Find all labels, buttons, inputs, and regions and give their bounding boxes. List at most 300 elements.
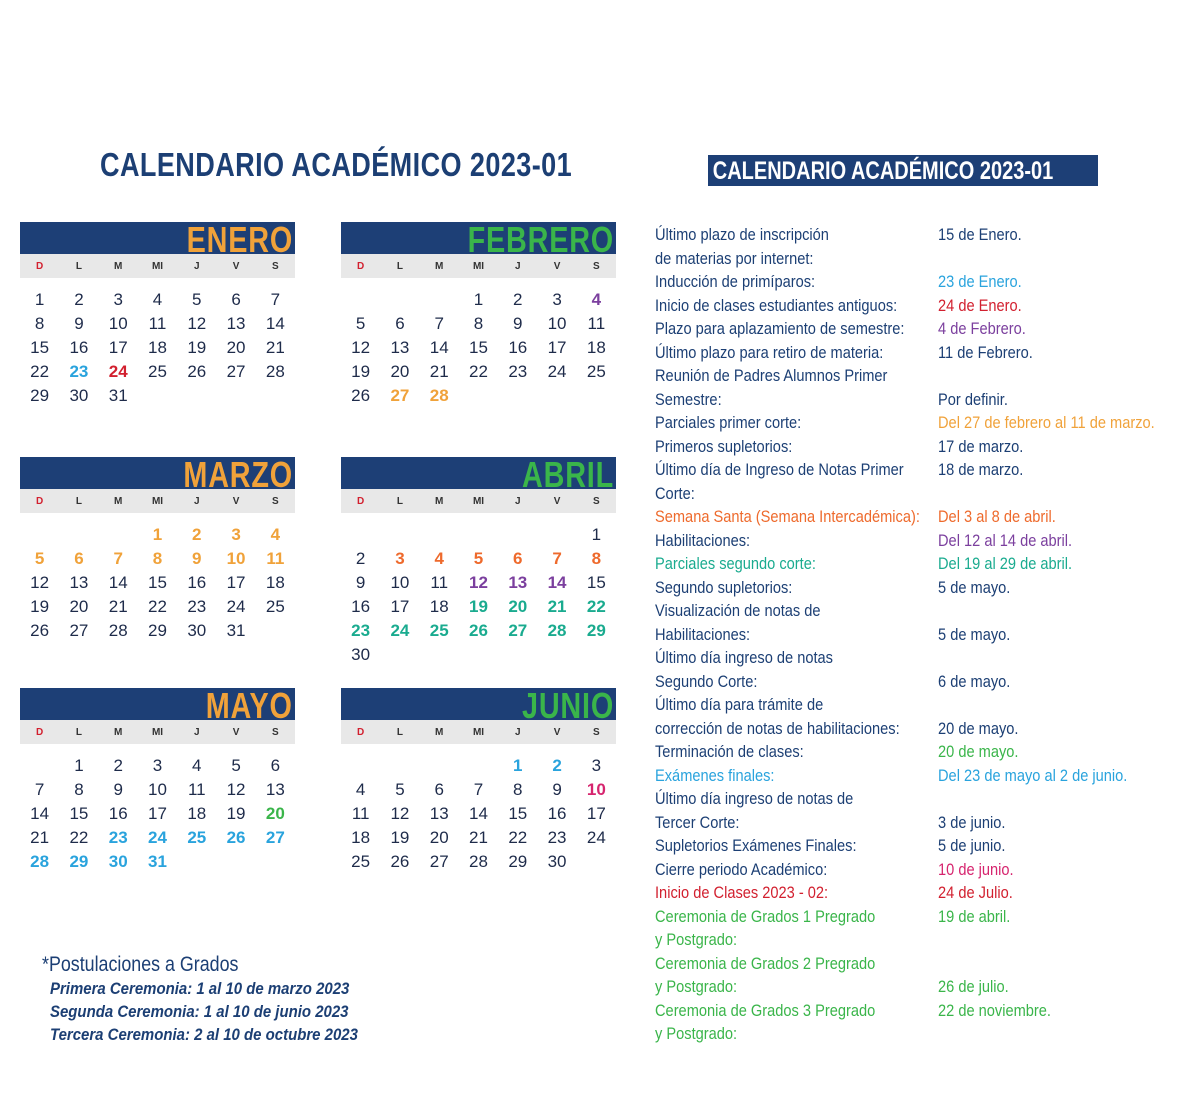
event-date: 5 de junio. (938, 836, 1006, 855)
empty-cell (341, 288, 380, 312)
weekday-label: D (36, 726, 44, 738)
day-cell: 24 (390, 621, 410, 640)
event-date: 24 de Julio. (938, 883, 1013, 902)
empty-cell (20, 523, 59, 547)
day-cell: 16 (187, 573, 207, 592)
day-cell: 20 (390, 362, 410, 381)
day-cell: 27 (226, 362, 246, 381)
day-cell: 17 (148, 804, 167, 823)
weekday-label: J (515, 726, 521, 738)
day-cell: 13 (429, 804, 449, 823)
day-cell: 28 (30, 852, 50, 871)
event-row (655, 858, 1195, 882)
day-cell: 8 (473, 314, 484, 333)
event-date: 17 de marzo. (938, 436, 1024, 456)
day-cell: 6 (231, 290, 241, 309)
graduation-title: *Postulaciones a Grados (42, 953, 239, 976)
event-row (655, 740, 1195, 764)
day-cell: 23 (547, 828, 567, 847)
day-cell: 24 (586, 828, 606, 847)
weekday-label: D (36, 495, 44, 507)
day-grid (341, 523, 616, 667)
day-cell: 26 (226, 828, 246, 847)
weekday-label: D (36, 260, 44, 272)
event-label (655, 905, 913, 952)
event-label-line: Visualización de notas de (655, 601, 821, 620)
day-cell: 28 (469, 852, 488, 871)
day-cell: 21 (547, 597, 567, 616)
day-cell: 1 (513, 756, 523, 775)
day-cell: 7 (34, 780, 45, 799)
event-date: 6 de mayo. (938, 671, 1011, 691)
day-cell: 25 (586, 362, 606, 381)
day-grid (341, 754, 616, 874)
weekday-label: S (593, 260, 600, 272)
day-cell: 5 (34, 549, 45, 568)
event-date: 20 de mayo. (938, 742, 1019, 761)
event-row (655, 458, 1195, 505)
day-cell: 21 (469, 828, 488, 847)
weekday-label: L (396, 260, 403, 272)
day-cell: 24 (148, 828, 167, 847)
weekday-label: M (435, 726, 444, 738)
month-junio (341, 685, 616, 874)
weekday-label: M (435, 495, 444, 507)
month-name: MARZO (183, 454, 293, 495)
day-cell: 6 (434, 780, 444, 799)
event-row (655, 599, 1195, 646)
day-cell: 31 (226, 621, 246, 640)
day-cell: 3 (113, 290, 123, 309)
event-label (655, 881, 913, 905)
day-cell: 2 (113, 756, 123, 775)
day-cell: 4 (270, 525, 281, 544)
event-label-line: Último día para trámite de (655, 695, 824, 714)
event-label-line: Habilitaciones: (655, 530, 751, 550)
event-label (655, 411, 913, 435)
day-cell: 25 (351, 852, 371, 871)
day-cell: 26 (390, 852, 410, 871)
day-cell: 13 (265, 780, 285, 799)
day-cell: 1 (34, 290, 45, 309)
day-cell: 27 (390, 386, 410, 405)
day-cell: 29 (69, 852, 89, 871)
event-label-line: y Postgrado: (655, 930, 738, 949)
event-label (655, 952, 913, 999)
day-cell: 9 (192, 549, 202, 568)
empty-cell (341, 754, 380, 778)
day-cell: 21 (108, 597, 128, 616)
day-cell: 20 (429, 828, 449, 847)
weekday-label: MI (472, 260, 485, 272)
weekday-label: S (593, 495, 600, 507)
day-grid (20, 523, 295, 643)
day-cell: 5 (192, 290, 202, 309)
graduation-item: Primera Ceremonia: 1 al 10 de marzo 2023 (50, 979, 350, 998)
day-cell: 17 (390, 597, 410, 616)
day-cell: 5 (395, 780, 405, 799)
event-date: Por definir. (938, 389, 1008, 409)
event-label-line: de materias por internet: (655, 248, 814, 268)
event-label (655, 505, 920, 529)
day-cell: 7 (270, 290, 281, 309)
day-cell: 16 (508, 338, 528, 357)
event-label-line: Corte: (655, 483, 695, 503)
event-date: 15 de Enero. (938, 225, 1022, 244)
day-cell: 8 (74, 780, 84, 799)
day-cell: 1 (74, 756, 84, 775)
event-label-line: Exámenes finales: (655, 765, 775, 785)
event-label (655, 693, 913, 740)
weekday-label: V (232, 260, 240, 272)
month-name: ENERO (186, 219, 293, 260)
day-cell: 10 (226, 549, 246, 568)
event-row (655, 693, 1195, 740)
event-label-line: Parciales primer corte: (655, 413, 802, 432)
event-row (655, 952, 1195, 999)
day-cell: 25 (265, 597, 285, 616)
event-date: Del 3 al 8 de abril. (938, 507, 1056, 526)
weekday-label: L (75, 260, 82, 272)
empty-cell (420, 754, 459, 778)
day-cell: 27 (265, 828, 285, 847)
event-label (655, 740, 913, 764)
month-marzo (20, 454, 295, 643)
day-cell: 4 (152, 290, 163, 309)
day-cell: 14 (265, 314, 285, 333)
event-label-line: Último plazo de inscripción (655, 225, 829, 244)
weekday-label: J (194, 726, 200, 738)
day-cell: 11 (148, 314, 167, 333)
weekday-label: J (515, 495, 521, 507)
day-cell: 28 (547, 621, 567, 640)
day-cell: 18 (187, 804, 207, 823)
day-cell: 10 (148, 780, 167, 799)
event-row (655, 529, 1195, 553)
event-date: 3 de junio. (938, 812, 1006, 832)
event-label-line: Parciales segundo corte: (655, 554, 816, 573)
event-date: 4 de Febrero. (938, 319, 1026, 338)
day-cell: 19 (469, 597, 488, 616)
event-row (655, 646, 1195, 693)
day-cell: 5 (355, 314, 366, 333)
day-cell: 13 (69, 573, 89, 592)
event-row (655, 764, 1195, 788)
day-cell: 17 (586, 804, 606, 823)
event-label (655, 364, 913, 411)
day-cell: 4 (355, 780, 366, 799)
event-label-line: Primeros supletorios: (655, 436, 793, 456)
weekday-label: MI (472, 495, 485, 507)
event-label (655, 341, 913, 365)
day-cell: 24 (547, 362, 567, 381)
empty-cell (380, 288, 419, 312)
day-cell: 25 (148, 362, 167, 381)
empty-cell (537, 523, 576, 547)
event-row (655, 881, 1195, 905)
weekday-label: M (114, 260, 123, 272)
weekday-label: MI (151, 260, 164, 272)
schedule-title-banner (708, 155, 1098, 186)
day-cell: 15 (69, 804, 89, 823)
day-cell: 16 (547, 804, 567, 823)
day-grid (341, 288, 616, 408)
event-label-line: Último día ingreso de notas de (655, 789, 854, 808)
day-cell: 16 (69, 338, 89, 357)
day-cell: 1 (591, 525, 602, 544)
month-mayo (20, 685, 295, 874)
day-cell: 26 (187, 362, 207, 381)
day-cell: 16 (351, 597, 371, 616)
event-date: 10 de junio. (938, 859, 1014, 879)
event-label-line: Inducción de primíparos: (655, 272, 816, 291)
event-row (655, 435, 1195, 459)
day-cell: 6 (74, 549, 84, 568)
day-cell: 9 (74, 314, 84, 333)
month-header (20, 219, 295, 260)
event-row (655, 576, 1195, 600)
day-cell: 22 (508, 828, 528, 847)
event-label-line: Tercer Corte: (655, 812, 740, 832)
day-cell: 30 (108, 852, 128, 871)
weekday-label: M (114, 726, 123, 738)
day-cell: 20 (265, 804, 285, 823)
day-cell: 19 (187, 338, 207, 357)
day-cell: 14 (108, 573, 128, 592)
month-enero (20, 219, 295, 408)
day-cell: 23 (69, 362, 89, 381)
day-cell: 13 (226, 314, 246, 333)
weekday-label: J (194, 495, 200, 507)
day-cell: 14 (429, 338, 449, 357)
empty-cell (59, 523, 98, 547)
weekday-label: J (515, 260, 521, 272)
day-cell: 8 (34, 314, 45, 333)
day-cell: 14 (30, 804, 50, 823)
day-cell: 17 (547, 338, 567, 357)
day-cell: 23 (187, 597, 207, 616)
day-cell: 8 (513, 780, 523, 799)
event-label (655, 317, 913, 341)
day-cell: 13 (508, 573, 528, 592)
day-cell: 12 (351, 338, 371, 357)
event-list (655, 223, 1195, 1046)
day-cell: 18 (351, 828, 371, 847)
month-header (20, 454, 295, 495)
day-cell: 19 (30, 597, 50, 616)
day-cell: 7 (113, 549, 123, 568)
day-cell: 30 (187, 621, 207, 640)
event-label-line: Último día de Ingreso de Notas Primer (655, 460, 904, 479)
event-label-line: Cierre periodo Académico: (655, 859, 828, 879)
day-cell: 16 (108, 804, 128, 823)
event-label (655, 646, 913, 693)
day-cell: 30 (69, 386, 89, 405)
day-cell: 8 (591, 549, 602, 568)
event-label (655, 764, 913, 788)
day-cell: 3 (231, 525, 241, 544)
day-cell: 11 (587, 314, 606, 333)
day-cell: 11 (187, 780, 206, 799)
day-cell: 12 (226, 780, 246, 799)
day-cell: 30 (547, 852, 567, 871)
day-cell: 17 (108, 338, 128, 357)
day-cell: 8 (152, 549, 163, 568)
weekday-label: MI (151, 726, 164, 738)
event-label-line: Último plazo para retiro de materia: (655, 342, 884, 362)
day-cell: 24 (226, 597, 246, 616)
weekday-label: V (553, 260, 561, 272)
day-cell: 19 (226, 804, 246, 823)
event-label-line: Segundo Corte: (655, 671, 758, 691)
day-cell: 21 (30, 828, 50, 847)
event-label-line: Plazo para aplazamiento de semestre: (655, 319, 905, 338)
day-cell: 9 (113, 780, 123, 799)
event-label (655, 576, 913, 600)
weekday-label: V (232, 495, 240, 507)
day-cell: 6 (270, 756, 281, 775)
event-label (655, 435, 913, 459)
event-label (655, 270, 913, 294)
day-cell: 9 (513, 314, 523, 333)
day-cell: 29 (586, 621, 606, 640)
day-cell: 21 (429, 362, 449, 381)
event-date: Del 19 al 29 de abril. (938, 554, 1073, 573)
day-cell: 2 (513, 290, 523, 309)
month-abril (341, 454, 616, 667)
event-label-line: Segundo supletorios: (655, 577, 793, 597)
day-cell: 9 (355, 573, 366, 592)
weekday-label: S (272, 260, 279, 272)
day-cell: 23 (351, 621, 371, 640)
day-cell: 7 (434, 314, 444, 333)
weekday-label: S (272, 726, 279, 738)
event-row (655, 505, 1195, 529)
day-cell: 12 (30, 573, 50, 592)
event-label-line: Semana Santa (Semana Intercadémica): (655, 507, 920, 526)
day-grid (20, 754, 295, 874)
day-cell: 19 (390, 828, 410, 847)
empty-cell (420, 288, 459, 312)
event-row (655, 552, 1195, 576)
event-label-line: corrección de notas de habilitaciones: (655, 718, 900, 738)
empty-cell (380, 754, 419, 778)
event-date: Del 23 de mayo al 2 de junio. (938, 765, 1128, 785)
event-label-line: Terminación de clases: (655, 742, 804, 761)
weekday-label: M (435, 260, 444, 272)
day-cell: 26 (469, 621, 488, 640)
day-cell: 31 (108, 386, 128, 405)
graduation-item: Tercera Ceremonia: 2 al 10 de octubre 2023 (50, 1025, 358, 1044)
event-label (655, 858, 913, 882)
weekday-label: L (396, 726, 403, 738)
day-cell: 2 (74, 290, 84, 309)
weekday-label: V (232, 726, 240, 738)
day-cell: 3 (591, 756, 602, 775)
day-cell: 18 (429, 597, 449, 616)
day-cell: 5 (473, 549, 484, 568)
day-cell: 15 (148, 573, 167, 592)
day-cell: 20 (508, 597, 528, 616)
day-cell: 12 (187, 314, 207, 333)
weekday-label: L (75, 495, 82, 507)
event-label (655, 294, 913, 318)
day-cell: 28 (108, 621, 128, 640)
event-date: 22 de noviembre. (938, 1000, 1051, 1020)
empty-cell (20, 754, 59, 778)
event-date: 5 de mayo. (938, 577, 1011, 597)
weekday-label: S (272, 495, 279, 507)
day-cell: 26 (351, 386, 371, 405)
day-cell: 10 (547, 314, 567, 333)
month-febrero (341, 219, 616, 408)
day-cell: 28 (429, 386, 449, 405)
day-cell: 20 (226, 338, 246, 357)
day-cell: 27 (429, 852, 449, 871)
day-cell: 19 (351, 362, 371, 381)
day-cell: 3 (552, 290, 562, 309)
event-date: 18 de marzo. (938, 460, 1024, 479)
weekday-label: D (357, 495, 365, 507)
month-header (20, 685, 295, 726)
event-label (655, 787, 913, 834)
event-date: 26 de julio. (938, 977, 1009, 996)
day-cell: 14 (547, 573, 567, 592)
empty-cell (459, 754, 498, 778)
event-label-line: Ceremonia de Grados 2 Pregrado (655, 953, 876, 973)
day-cell: 2 (355, 549, 366, 568)
day-cell: 5 (231, 756, 241, 775)
event-label-line: Habilitaciones: (655, 624, 751, 644)
graduation-item: Segunda Ceremonia: 1 al 10 de junio 2023 (50, 1002, 349, 1021)
day-cell: 10 (108, 314, 128, 333)
event-date: 19 de abril. (938, 906, 1011, 926)
event-label (655, 599, 913, 646)
day-cell: 2 (192, 525, 202, 544)
month-name: MAYO (206, 685, 293, 726)
weekday-label: J (194, 260, 200, 272)
event-label-line: y Postgrado: (655, 1024, 738, 1043)
day-cell: 23 (108, 828, 128, 847)
event-label (655, 834, 913, 858)
weekday-label: MI (472, 726, 485, 738)
empty-cell (459, 523, 498, 547)
event-label-line: y Postgrado: (655, 977, 738, 996)
empty-cell (380, 523, 419, 547)
event-label (655, 223, 913, 270)
day-cell: 25 (429, 621, 449, 640)
event-label-line: Semestre: (655, 389, 722, 409)
event-label-line: Supletorios Exámenes Finales: (655, 836, 857, 855)
day-cell: 3 (395, 549, 405, 568)
empty-cell (341, 523, 380, 547)
event-label-line: Inicio de clases estudiantes antiguos: (655, 295, 898, 315)
day-cell: 26 (30, 621, 50, 640)
event-row (655, 787, 1195, 834)
event-date: 20 de mayo. (938, 718, 1019, 738)
event-row (655, 341, 1195, 365)
day-cell: 28 (265, 362, 285, 381)
day-cell: 23 (508, 362, 528, 381)
event-row (655, 317, 1195, 341)
day-cell: 27 (508, 621, 528, 640)
day-cell: 30 (351, 645, 371, 664)
event-row (655, 999, 1195, 1046)
day-cell: 11 (266, 549, 285, 568)
weekday-label: D (357, 726, 365, 738)
event-date: 23 de Enero. (938, 272, 1022, 291)
event-row (655, 294, 1195, 318)
